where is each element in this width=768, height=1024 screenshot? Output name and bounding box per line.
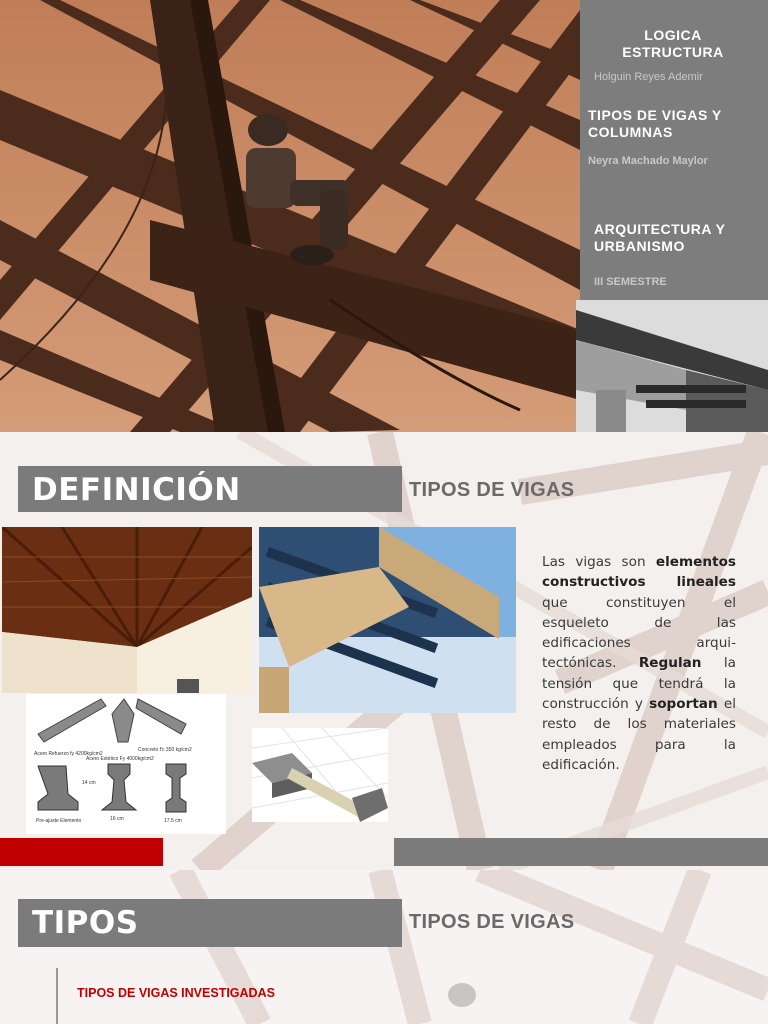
emphasis-text: soportan	[649, 696, 718, 713]
hero-banner	[0, 0, 768, 432]
diagram-label: Concreto f'c 350 kg/cm2	[138, 747, 192, 753]
section-subtitle: TIPOS DE VIGAS	[409, 479, 575, 501]
section-header: TIPOS	[18, 899, 402, 947]
beam-photo-thumbnail	[576, 300, 768, 432]
title-sidebar	[580, 0, 768, 300]
worker-figure	[448, 983, 476, 1007]
emphasis-text: elementos constructivos lineales	[542, 554, 736, 591]
red-accent-bar	[0, 838, 163, 866]
author-name-2: Neyra Machado Maylor	[588, 155, 708, 167]
wooden-roof-photo	[2, 527, 252, 693]
concrete-steel-beams-photo	[259, 527, 516, 713]
diagram-label: 16 cm	[110, 816, 124, 822]
diagram-label: Pre-ajuste Elemento	[36, 818, 82, 824]
beam-cross-section-diagram	[26, 694, 226, 834]
list-title: TIPOS DE VIGAS INVESTIGADAS	[77, 986, 275, 1000]
definition-paragraph: Las vigas son elementos constructivos lineales que constituyen el esqueleto de las edificaciones arqui-tectónicas. Regulan la tensión que tendrá la construcción y soportan el resto de los materiales empleados para la edificación.	[542, 554, 736, 773]
list-divider-line	[56, 968, 58, 1024]
diagram-label: 17.5 cm	[164, 818, 182, 824]
faded-structure-background	[0, 870, 768, 1024]
diagram-label: 14 cm	[82, 780, 96, 786]
definition-section	[0, 432, 768, 870]
diagram-label: Acero Estético Fy 4000kg/cm2	[86, 756, 154, 762]
course-title: LOGICA ESTRUCTURA	[622, 27, 724, 60]
section-header: DEFINICIÓN	[18, 466, 402, 512]
section-subtitle: TIPOS DE VIGAS	[409, 911, 575, 933]
faculty-title: ARQUITECTURA Y URBANISMO	[594, 221, 726, 254]
author-name: Holguin Reyes Ademir	[594, 71, 703, 83]
types-section	[0, 870, 768, 1024]
diagram-label: Acero Refuerzo fy 4200kg/cm2	[34, 751, 103, 757]
topic-title: TIPOS DE VIGAS Y COLUMNAS	[588, 107, 722, 140]
beam-3d-render	[252, 728, 388, 822]
semester-label: III SEMESTRE	[594, 276, 667, 288]
emphasis-text: Regulan	[638, 655, 702, 672]
grey-accent-bar	[394, 838, 768, 866]
